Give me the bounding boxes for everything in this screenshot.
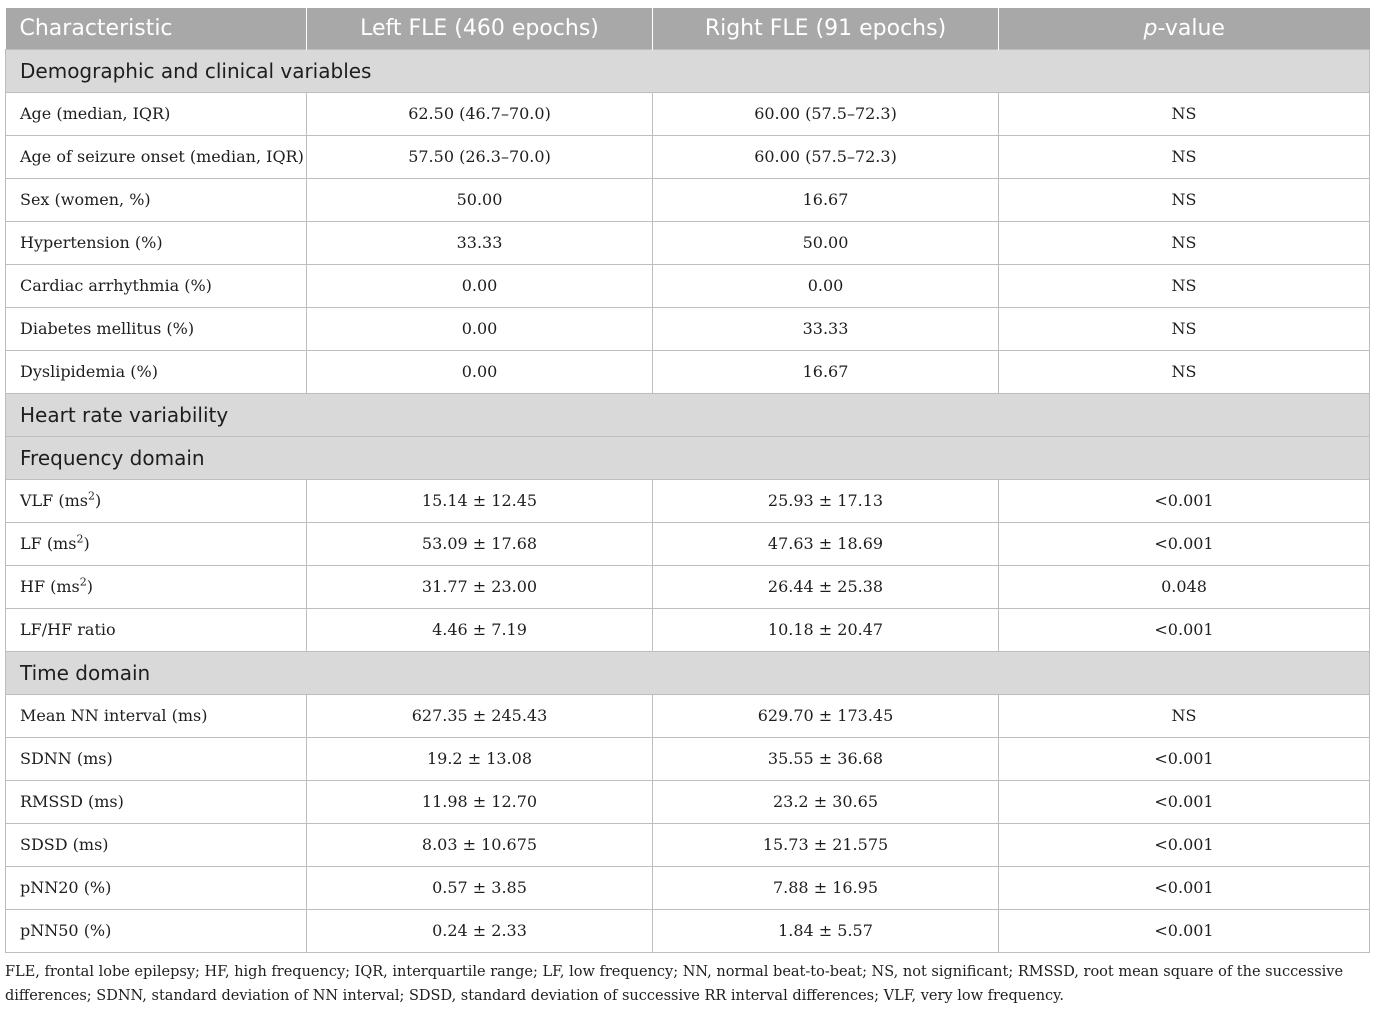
- left-fle-value: 0.00: [307, 264, 653, 307]
- table-row: [6, 479, 1370, 522]
- left-fle-value: 627.35 ± 245.43: [307, 694, 653, 737]
- right-fle-value: 23.2 ± 30.65: [653, 780, 999, 823]
- left-fle-value: 33.33: [307, 221, 653, 264]
- left-fle-value: 57.50 (26.3–70.0): [307, 135, 653, 178]
- table-row: [6, 780, 1370, 823]
- section-title-frequency: Frequency domain: [6, 436, 1370, 479]
- row-label: Sex (women, %): [6, 178, 307, 221]
- p-value: <0.001: [999, 866, 1370, 909]
- right-fle-value: 50.00: [653, 221, 999, 264]
- left-fle-value: 8.03 ± 10.675: [307, 823, 653, 866]
- p-value: NS: [999, 694, 1370, 737]
- left-fle-value: 53.09 ± 17.68: [307, 522, 653, 565]
- p-value: NS: [999, 221, 1370, 264]
- table-row: [6, 823, 1370, 866]
- row-label: Hypertension (%): [6, 221, 307, 264]
- left-fle-value: 50.00: [307, 178, 653, 221]
- right-fle-value: 47.63 ± 18.69: [653, 522, 999, 565]
- section-row-hrv: [6, 393, 1370, 436]
- right-fle-value: 1.84 ± 5.57: [653, 909, 999, 952]
- time-rows: [6, 694, 1370, 952]
- frequency-rows: [6, 479, 1370, 651]
- row-label: LF/HF ratio: [6, 608, 307, 651]
- table-row: [6, 909, 1370, 952]
- left-fle-value: 15.14 ± 12.45: [307, 479, 653, 522]
- section-row-demographic: [6, 49, 1370, 92]
- table-row: [6, 866, 1370, 909]
- right-fle-value: 25.93 ± 17.13: [653, 479, 999, 522]
- table-header-row: [6, 8, 1370, 49]
- row-label: pNN20 (%): [6, 866, 307, 909]
- p-value: <0.001: [999, 909, 1370, 952]
- p-value: NS: [999, 178, 1370, 221]
- table-row: [6, 608, 1370, 651]
- right-fle-value: 0.00: [653, 264, 999, 307]
- row-label: Cardiac arrhythmia (%): [6, 264, 307, 307]
- table-row: [6, 178, 1370, 221]
- left-fle-value: 0.24 ± 2.33: [307, 909, 653, 952]
- p-value: <0.001: [999, 479, 1370, 522]
- p-value: <0.001: [999, 522, 1370, 565]
- table-row: [6, 522, 1370, 565]
- right-fle-value: 33.33: [653, 307, 999, 350]
- section-title-hrv: Heart rate variability: [6, 393, 1370, 436]
- right-fle-value: 629.70 ± 173.45: [653, 694, 999, 737]
- right-fle-value: 35.55 ± 36.68: [653, 737, 999, 780]
- demographic-rows: [6, 92, 1370, 393]
- right-fle-value: 15.73 ± 21.575: [653, 823, 999, 866]
- row-label: SDSD (ms): [6, 823, 307, 866]
- table-row: [6, 694, 1370, 737]
- row-label: LF $(ms^2)$: [6, 522, 307, 565]
- row-label: pNN50 (%): [6, 909, 307, 952]
- left-fle-value: 0.57 ± 3.85: [307, 866, 653, 909]
- p-value: <0.001: [999, 780, 1370, 823]
- results-table-container: [5, 8, 1369, 953]
- left-fle-value: 0.00: [307, 350, 653, 393]
- left-fle-value: 0.00: [307, 307, 653, 350]
- left-fle-value: 62.50 (46.7–70.0): [307, 92, 653, 135]
- header-p-italic: p: [1143, 15, 1158, 41]
- table-footnote: FLE, frontal lobe epilepsy; HF, high frequency; IQR, interquartile range; LF, low frequency; NN, normal beat-to-beat; NS, not significant; RMSSD, root mean square of the successive differences; SDNN, standard deviation of NN interval; SDSD, standard deviation of successive RR interval differences; VLF, very low frequency.: [5, 964, 1344, 1004]
- p-value: NS: [999, 92, 1370, 135]
- section-row-frequency: [6, 436, 1370, 479]
- row-label: Age (median, IQR): [6, 92, 307, 135]
- row-label: Dyslipidemia (%): [6, 350, 307, 393]
- left-fle-value: 11.98 ± 12.70: [307, 780, 653, 823]
- table-row: [6, 307, 1370, 350]
- table-row: [6, 92, 1370, 135]
- right-fle-value: 10.18 ± 20.47: [653, 608, 999, 651]
- left-fle-value: 19.2 ± 13.08: [307, 737, 653, 780]
- header-characteristic: Characteristic: [6, 8, 307, 49]
- section-title-demographic: Demographic and clinical variables: [6, 49, 1370, 92]
- row-label: VLF $(ms^2)$: [6, 479, 307, 522]
- table-row: [6, 737, 1370, 780]
- right-fle-value: 60.00 (57.5–72.3): [653, 92, 999, 135]
- row-label: Mean NN interval (ms): [6, 694, 307, 737]
- header-p-rest: -value: [1157, 15, 1225, 41]
- table-row: [6, 135, 1370, 178]
- right-fle-value: 7.88 ± 16.95: [653, 866, 999, 909]
- row-label: HF $(ms^2)$: [6, 565, 307, 608]
- section-title-time: Time domain: [6, 651, 1370, 694]
- p-value: NS: [999, 307, 1370, 350]
- row-label: Diabetes mellitus (%): [6, 307, 307, 350]
- table-row: [6, 565, 1370, 608]
- p-value: NS: [999, 135, 1370, 178]
- results-table: [5, 8, 1370, 953]
- p-value: <0.001: [999, 608, 1370, 651]
- table-row: [6, 264, 1370, 307]
- row-label: SDNN (ms): [6, 737, 307, 780]
- right-fle-value: 16.67: [653, 350, 999, 393]
- p-value: NS: [999, 350, 1370, 393]
- row-label: RMSSD (ms): [6, 780, 307, 823]
- p-value: <0.001: [999, 737, 1370, 780]
- table-row: [6, 221, 1370, 264]
- p-value: <0.001: [999, 823, 1370, 866]
- p-value: NS: [999, 264, 1370, 307]
- right-fle-value: 16.67: [653, 178, 999, 221]
- left-fle-value: 31.77 ± 23.00: [307, 565, 653, 608]
- right-fle-value: 26.44 ± 25.38: [653, 565, 999, 608]
- table-row: [6, 350, 1370, 393]
- header-p-value: [999, 8, 1370, 49]
- left-fle-value: 4.46 ± 7.19: [307, 608, 653, 651]
- row-label: Age of seizure onset (median, IQR): [6, 135, 307, 178]
- header-left-fle: Left FLE (460 epochs): [307, 8, 653, 49]
- section-row-time: [6, 651, 1370, 694]
- header-right-fle: Right FLE (91 epochs): [653, 8, 999, 49]
- right-fle-value: 60.00 (57.5–72.3): [653, 135, 999, 178]
- p-value: 0.048: [999, 565, 1370, 608]
